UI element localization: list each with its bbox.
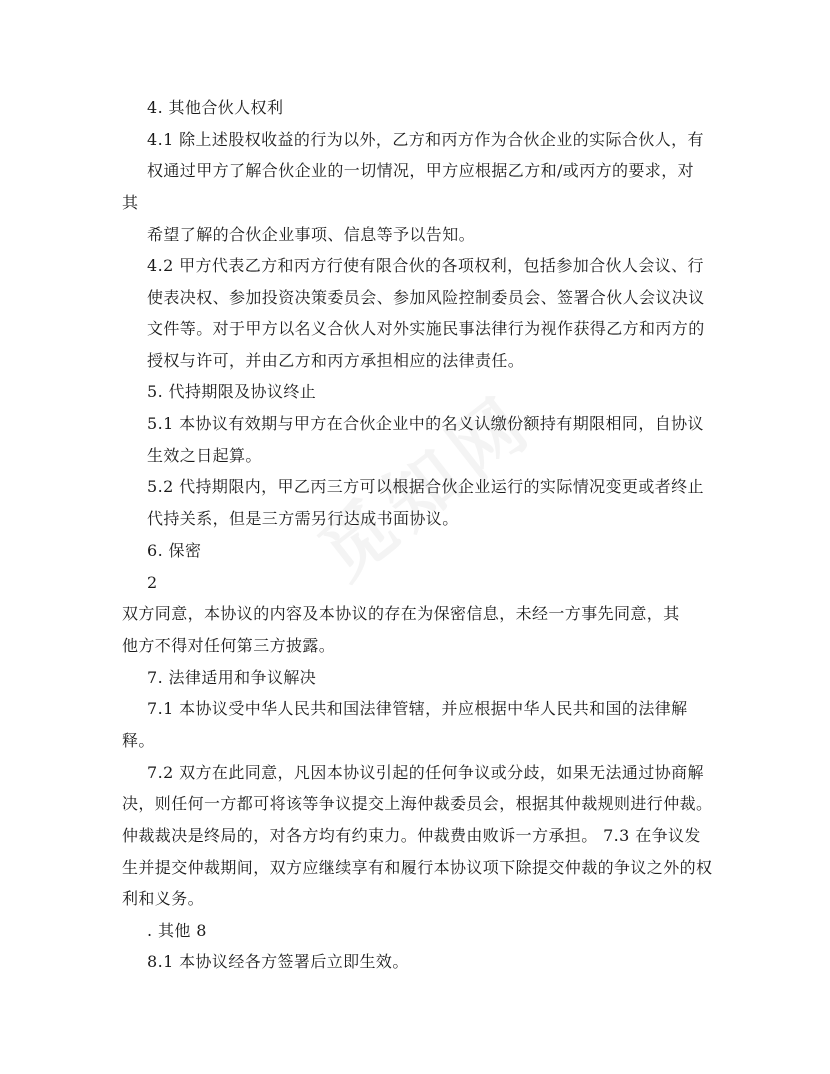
paragraph-line: 5.1 本协议有效期与甲方在合伙企业中的名义认缴份额持有期限相同，自协议 <box>147 414 704 433</box>
paragraph-line: 4.1 除上述股权收益的行为以外，乙方和丙方作为合伙企业的实际合伙人，有 <box>147 130 704 149</box>
section-heading-8: . 其他 8 <box>147 921 207 940</box>
section-heading-4: 4. 其他合伙人权利 <box>147 98 284 117</box>
paragraph-line: 他方不得对任何第三方披露。 <box>122 636 336 655</box>
section-heading-7: 7. 法律适用和争议解决 <box>147 668 317 687</box>
paragraph-line: 7.2 双方在此同意，凡因本协议引起的任何争议或分歧，如果无法通过协商解 <box>147 763 704 782</box>
paragraph-line: 4.2 甲方代表乙方和丙方行使有限合伙的各项权利，包括参加合伙人会议、行 <box>147 256 704 275</box>
paragraph-line: 生效之日起算。 <box>147 446 262 465</box>
section-heading-5: 5. 代持期限及协议终止 <box>147 382 317 401</box>
paragraph-line: 授权与许可，并由乙方和丙方承担相应的法律责任。 <box>147 351 525 370</box>
paragraph-line: 释。 <box>122 731 155 750</box>
paragraph-line: 生并提交仲裁期间，双方应继续享有和履行本协议项下除提交仲裁的争议之外的权 <box>122 858 713 877</box>
paragraph-line: 5.2 代持期限内，甲乙丙三方可以根据合伙企业运行的实际情况变更或者终止 <box>147 477 704 496</box>
paragraph-line: 其 <box>122 193 139 212</box>
paragraph-line: 决，则任何一方都可将该等争议提交上海仲裁委员会，根据其仲裁规则进行仲裁。 <box>122 794 713 813</box>
paragraph-line: 使表决权、参加投资决策委员会、参加风险控制委员会、签署合伙人会议决议 <box>147 288 705 307</box>
paragraph-line: 双方同意，本协议的内容及本协议的存在为保密信息，未经一方事先同意，其 <box>122 604 680 623</box>
paragraph-line: 7.1 本协议受中华人民共和国法律管辖，并应根据中华人民共和国的法律解 <box>147 699 688 718</box>
paragraph-line: 仲裁裁决是终局的，对各方均有约束力。仲裁费由败诉一方承担。 7.3 在争议发 <box>122 826 701 845</box>
paragraph-line: 文件等。对于甲方以名义合伙人对外实施民事法律行为视作获得乙方和丙方的 <box>147 319 705 338</box>
paragraph-line: 利和义务。 <box>122 889 205 908</box>
paragraph-line: 代持关系，但是三方需另行达成书面协议。 <box>147 509 459 528</box>
page-number: 2 <box>147 573 158 592</box>
paragraph-line: 8.1 本协议经各方签署后立即生效。 <box>147 952 409 971</box>
paragraph-line: 希望了解的合伙企业事项、信息等予以告知。 <box>147 225 476 244</box>
section-heading-6: 6. 保密 <box>147 541 202 560</box>
paragraph-line: 权通过甲方了解合伙企业的一切情况，甲方应根据乙方和/或丙方的要求，对 <box>147 161 694 180</box>
